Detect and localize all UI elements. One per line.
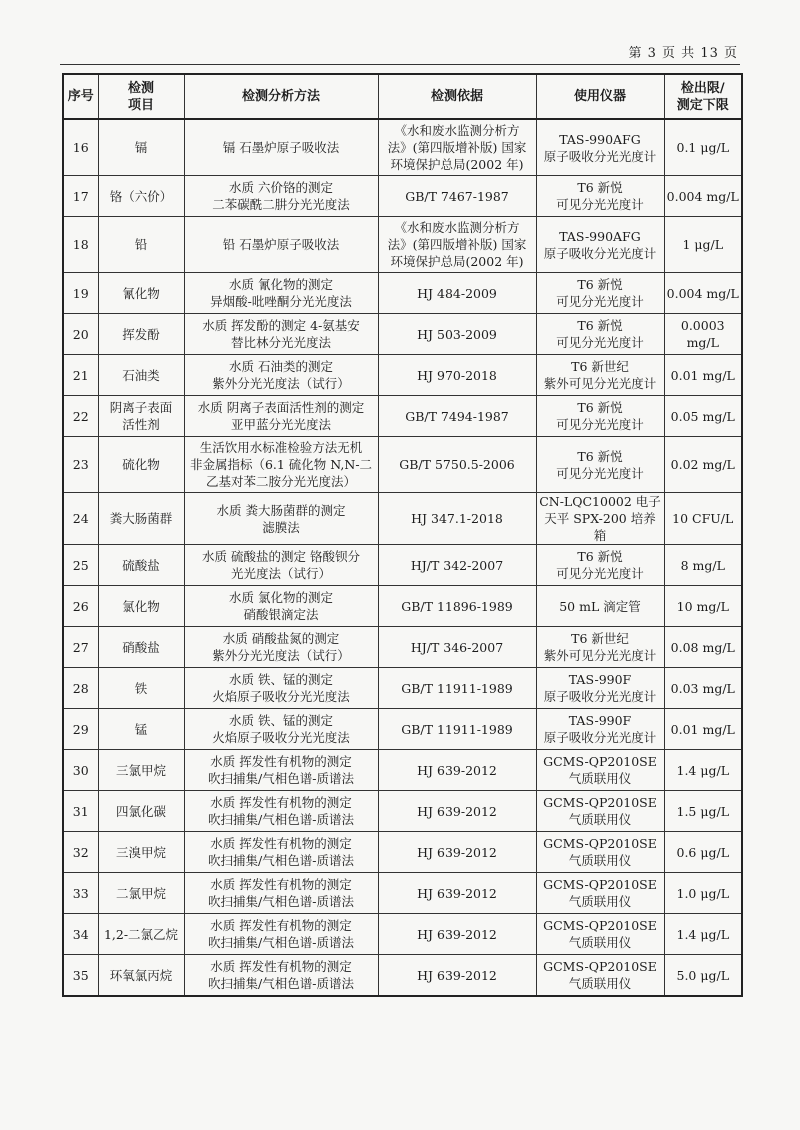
cell-instrument-line: TAS-990AFG — [559, 228, 641, 244]
column-header-instrument: 使用仪器 — [536, 74, 664, 119]
cell-basis-line: HJ 639-2012 — [417, 967, 497, 983]
cell-item — [98, 791, 184, 832]
cell-instrument-line: 50 mL 滴定管 — [559, 598, 641, 614]
cell-method-line: 水质 六价铬的测定 — [229, 180, 333, 195]
cell-instrument-line: 可见分光光度计 — [556, 335, 644, 350]
cell-method-line: 水质 铁、锰的测定 — [229, 672, 333, 687]
table-row — [63, 545, 742, 586]
cell-limit: 0.02 mg/L — [664, 437, 742, 493]
column-header-limit: 检出限/ 测定下限 — [664, 74, 742, 119]
cell-instrument-line: 气质联用仪 — [568, 894, 632, 909]
cell-item — [98, 873, 184, 914]
cell-number: 28 — [63, 668, 98, 709]
cell-item-line: 铁 — [134, 680, 148, 696]
cell-item-line: 三氯甲烷 — [115, 762, 166, 778]
cell-item-line: 锰 — [134, 721, 148, 737]
cell-method — [184, 437, 378, 493]
cell-limit: 1.4 μg/L — [664, 750, 742, 791]
cell-basis-line: 《水和废水监测分析方 — [394, 123, 520, 138]
cell-item-line: 挥发酚 — [122, 326, 160, 342]
cell-method — [184, 791, 378, 832]
cell-basis — [378, 914, 536, 955]
cell-method-line: 水质 挥发性有机物的测定 — [210, 795, 352, 810]
cell-basis — [378, 709, 536, 750]
cell-basis-line: HJ 970-2018 — [417, 367, 497, 383]
cell-instrument — [536, 832, 664, 873]
cell-method — [184, 545, 378, 586]
cell-number: 20 — [63, 314, 98, 355]
cell-method-line: 生活饮用水标准检验方法无机 — [199, 440, 363, 455]
detection-methods-table — [62, 73, 743, 997]
cell-instrument — [536, 355, 664, 396]
cell-basis — [378, 832, 536, 873]
cell-method-line: 光光度法（试行） — [230, 566, 331, 581]
cell-basis-line: HJ/T 342-2007 — [410, 557, 504, 573]
cell-instrument-line: T6 新悦 — [577, 180, 623, 195]
cell-basis-line: GB/T 11911-1989 — [401, 721, 513, 737]
cell-number: 17 — [63, 176, 98, 217]
cell-item — [98, 750, 184, 791]
cell-instrument-line: 原子吸收分光光度计 — [543, 730, 657, 745]
cell-limit: 0.08 mg/L — [664, 627, 742, 668]
cell-limit: 0.6 μg/L — [664, 832, 742, 873]
cell-method-line: 火焰原子吸收分光光度法 — [212, 689, 350, 704]
cell-method-line: 替比林分光光度法 — [230, 335, 331, 350]
cell-instrument-line: 可见分光光度计 — [556, 197, 644, 212]
cell-item-line: 硫化物 — [122, 457, 160, 472]
cell-instrument-line: 气质联用仪 — [568, 935, 632, 950]
cell-item — [98, 437, 184, 493]
table-row — [63, 314, 742, 355]
cell-item — [98, 119, 184, 176]
cell-number: 29 — [63, 709, 98, 750]
cell-method-line: 水质 氰化物的测定 — [229, 277, 333, 292]
cell-item-line: 阴离子表面 — [109, 400, 173, 415]
cell-basis-line: 《水和废水监测分析方 — [394, 220, 520, 235]
cell-method — [184, 355, 378, 396]
cell-method-line: 水质 挥发性有机物的测定 — [210, 918, 352, 933]
cell-item — [98, 709, 184, 750]
cell-item — [98, 273, 184, 314]
cell-item-line: 环氧氯丙烷 — [109, 967, 173, 983]
cell-item-line: 硝酸盐 — [122, 639, 160, 655]
column-header-no: 序号 — [63, 74, 98, 119]
cell-basis-line: GB/T 5750.5-2006 — [399, 457, 515, 472]
cell-limit: 0.004 mg/L — [664, 176, 742, 217]
cell-item-line: 铬（六价） — [109, 188, 173, 204]
cell-instrument — [536, 709, 664, 750]
cell-limit: 0.01 mg/L — [664, 709, 742, 750]
table-body — [63, 119, 742, 996]
cell-instrument — [536, 873, 664, 914]
cell-item-line: 三溴甲烷 — [115, 844, 166, 860]
cell-basis — [378, 791, 536, 832]
cell-instrument-line: GCMS-QP2010SE — [543, 754, 657, 769]
cell-number: 27 — [63, 627, 98, 668]
table-header-row — [63, 74, 742, 119]
cell-method — [184, 873, 378, 914]
cell-number: 32 — [63, 832, 98, 873]
cell-item-line: 氰化物 — [122, 285, 160, 301]
cell-instrument-line: 原子吸收分光光度计 — [543, 245, 657, 261]
cell-instrument-line: T6 新世纪 — [571, 631, 629, 646]
cell-limit: 1.4 μg/L — [664, 914, 742, 955]
cell-limit: 8 mg/L — [664, 545, 742, 586]
cell-basis-line: HJ 639-2012 — [417, 762, 497, 778]
cell-item — [98, 914, 184, 955]
cell-instrument-line: CN-LQC10002 电子 — [539, 494, 661, 509]
cell-method-line: 异烟酸-吡唑酮分光光度法 — [210, 294, 352, 309]
cell-basis-line: HJ 639-2012 — [417, 803, 497, 819]
cell-number: 16 — [63, 119, 98, 176]
table-row — [63, 873, 742, 914]
cell-method-line: 水质 氯化物的测定 — [229, 590, 333, 605]
cell-limit: 0.05 mg/L — [664, 396, 742, 437]
cell-instrument-line: GCMS-QP2010SE — [543, 918, 657, 933]
cell-method — [184, 217, 378, 273]
page-header — [60, 42, 740, 65]
cell-instrument — [536, 791, 664, 832]
cell-instrument-line: 原子吸收分光光度计 — [543, 148, 657, 164]
cell-instrument — [536, 176, 664, 217]
cell-item-line: 活性剂 — [122, 417, 160, 432]
cell-instrument-line: T6 新悦 — [577, 448, 623, 464]
cell-instrument-line: T6 新世纪 — [571, 359, 629, 374]
cell-method-line: 水质 石油类的测定 — [229, 359, 333, 374]
table-row — [63, 832, 742, 873]
cell-method-line: 水质 硫酸盐的测定 铬酸钡分 — [202, 549, 360, 564]
cell-basis-line: 环境保护总局(2002 年) — [390, 157, 524, 172]
cell-method-line: 硝酸银滴定法 — [243, 607, 319, 622]
cell-item-line: 1,2-二氯乙烷 — [103, 926, 179, 942]
cell-method — [184, 273, 378, 314]
table-row — [63, 791, 742, 832]
cell-instrument-line: 气质联用仪 — [568, 771, 632, 786]
cell-item-line: 粪大肠菌群 — [109, 511, 173, 526]
cell-method — [184, 176, 378, 217]
cell-item-line: 镉 — [134, 140, 148, 155]
cell-number: 34 — [63, 914, 98, 955]
cell-number: 23 — [63, 437, 98, 493]
cell-instrument-line: GCMS-QP2010SE — [543, 877, 657, 892]
cell-method — [184, 668, 378, 709]
cell-item-line: 氯化物 — [122, 598, 160, 614]
cell-instrument-line: 天平 SPX-200 培养箱 — [544, 511, 656, 543]
cell-instrument — [536, 217, 664, 273]
table-row — [63, 217, 742, 273]
cell-instrument — [536, 545, 664, 586]
table-row — [63, 955, 742, 997]
cell-method-line: 乙基对苯二胺分光光度法） — [205, 474, 356, 489]
cell-method-line: 吹扫捕集/气相色谱-质谱法 — [208, 894, 354, 909]
table-row — [63, 437, 742, 493]
cell-method-line: 吹扫捕集/气相色谱-质谱法 — [208, 771, 354, 786]
cell-method-line: 亚甲蓝分光光度法 — [230, 417, 331, 432]
cell-basis-line: 法》(第四版增补版) 国家 — [387, 140, 527, 155]
cell-basis — [378, 217, 536, 273]
cell-item — [98, 396, 184, 437]
cell-method — [184, 914, 378, 955]
cell-item — [98, 832, 184, 873]
cell-item — [98, 176, 184, 217]
cell-basis-line: GB/T 11911-1989 — [401, 680, 513, 696]
cell-basis — [378, 750, 536, 791]
cell-basis — [378, 176, 536, 217]
cell-basis — [378, 119, 536, 176]
cell-item — [98, 955, 184, 997]
cell-method-line: 吹扫捕集/气相色谱-质谱法 — [208, 976, 354, 991]
cell-instrument-line: 气质联用仪 — [568, 976, 632, 991]
cell-item — [98, 586, 184, 627]
table-row — [63, 493, 742, 545]
cell-basis — [378, 955, 536, 997]
cell-basis — [378, 627, 536, 668]
cell-limit: 0.0003 mg/L — [664, 314, 742, 355]
cell-method-line: 水质 阴离子表面活性剂的测定 — [197, 400, 365, 415]
cell-item-line: 四氯化碳 — [115, 803, 166, 819]
cell-method-line: 火焰原子吸收分光光度法 — [212, 730, 350, 745]
cell-method — [184, 955, 378, 997]
cell-item — [98, 355, 184, 396]
cell-basis-line: HJ 503-2009 — [417, 326, 497, 342]
cell-method — [184, 119, 378, 176]
cell-basis — [378, 396, 536, 437]
cell-method — [184, 314, 378, 355]
cell-instrument — [536, 586, 664, 627]
cell-method-line: 吹扫捕集/气相色谱-质谱法 — [208, 853, 354, 868]
cell-method-line: 水质 挥发性有机物的测定 — [210, 754, 352, 769]
cell-method — [184, 750, 378, 791]
cell-basis — [378, 314, 536, 355]
cell-instrument — [536, 750, 664, 791]
table-row — [63, 668, 742, 709]
cell-item-line: 石油类 — [122, 367, 160, 383]
cell-limit: 10 mg/L — [664, 586, 742, 627]
table-row — [63, 119, 742, 176]
cell-instrument-line: GCMS-QP2010SE — [543, 836, 657, 851]
table-row — [63, 176, 742, 217]
table-row — [63, 627, 742, 668]
cell-method-line: 紫外分光光度法（试行） — [212, 376, 350, 391]
page-number: 第 3 页 共 13 页 — [628, 46, 738, 61]
cell-limit: 1.5 μg/L — [664, 791, 742, 832]
cell-basis — [378, 437, 536, 493]
cell-basis-line: HJ 639-2012 — [417, 844, 497, 860]
cell-number: 22 — [63, 396, 98, 437]
cell-instrument — [536, 668, 664, 709]
cell-item — [98, 668, 184, 709]
cell-method-line: 水质 硝酸盐氮的测定 — [222, 631, 340, 646]
cell-basis-line: HJ 639-2012 — [417, 885, 497, 901]
column-header-method: 检测分析方法 — [184, 74, 378, 119]
cell-limit: 0.03 mg/L — [664, 668, 742, 709]
cell-instrument-line: 可见分光光度计 — [556, 465, 644, 481]
cell-number: 25 — [63, 545, 98, 586]
cell-instrument — [536, 493, 664, 545]
cell-method-line: 水质 挥发性有机物的测定 — [210, 959, 352, 974]
cell-item-line: 二氯甲烷 — [115, 885, 166, 901]
table-row — [63, 914, 742, 955]
cell-number: 18 — [63, 217, 98, 273]
table-row — [63, 586, 742, 627]
cell-instrument-line: T6 新悦 — [577, 549, 623, 564]
cell-basis-line: HJ 484-2009 — [417, 285, 497, 301]
cell-basis-line: GB/T 7494-1987 — [405, 408, 509, 424]
cell-basis — [378, 355, 536, 396]
cell-item — [98, 493, 184, 545]
cell-instrument — [536, 914, 664, 955]
cell-method-line: 紫外分光光度法（试行） — [212, 648, 350, 663]
cell-method-line: 二苯碳酰二肼分光光度法 — [212, 197, 350, 212]
cell-instrument-line: T6 新悦 — [577, 400, 623, 415]
cell-limit: 0.01 mg/L — [664, 355, 742, 396]
cell-number: 33 — [63, 873, 98, 914]
cell-method-line: 吹扫捕集/气相色谱-质谱法 — [208, 935, 354, 950]
column-header-item: 检测 项目 — [98, 74, 184, 119]
cell-instrument — [536, 273, 664, 314]
table-row — [63, 750, 742, 791]
cell-number: 26 — [63, 586, 98, 627]
cell-method-line: 水质 挥发性有机物的测定 — [210, 877, 352, 892]
cell-instrument-line: 紫外可见分光光度计 — [543, 376, 657, 391]
cell-instrument-line: 气质联用仪 — [568, 812, 632, 827]
cell-instrument-line: TAS-990F — [568, 713, 632, 728]
cell-method — [184, 627, 378, 668]
cell-basis-line: HJ/T 346-2007 — [410, 639, 504, 655]
cell-instrument-line: GCMS-QP2010SE — [543, 795, 657, 810]
cell-item — [98, 545, 184, 586]
cell-instrument-line: GCMS-QP2010SE — [543, 959, 657, 974]
cell-basis — [378, 873, 536, 914]
cell-instrument — [536, 955, 664, 997]
cell-item — [98, 314, 184, 355]
cell-method-line: 吹扫捕集/气相色谱-质谱法 — [208, 812, 354, 827]
cell-limit: 1.0 μg/L — [664, 873, 742, 914]
cell-number: 35 — [63, 955, 98, 997]
cell-method-line: 水质 挥发酚的测定 4-氨基安 — [202, 318, 360, 333]
cell-method-line: 水质 铁、锰的测定 — [229, 713, 333, 728]
cell-instrument-line: TAS-990F — [568, 672, 632, 687]
cell-item-line: 铅 — [134, 237, 148, 252]
cell-limit: 1 μg/L — [664, 217, 742, 273]
cell-basis — [378, 273, 536, 314]
cell-instrument-line: 气质联用仪 — [568, 853, 632, 868]
cell-basis-line: GB/T 7467-1987 — [405, 188, 509, 204]
cell-method — [184, 396, 378, 437]
cell-item-line: 硫酸盐 — [122, 557, 160, 573]
cell-basis — [378, 586, 536, 627]
cell-item — [98, 217, 184, 273]
cell-method-line: 水质 挥发性有机物的测定 — [210, 836, 352, 851]
cell-instrument-line: TAS-990AFG — [559, 131, 641, 147]
cell-basis — [378, 668, 536, 709]
cell-method-line: 水质 粪大肠菌群的测定 — [216, 502, 346, 518]
cell-limit: 10 CFU/L — [664, 493, 742, 545]
cell-instrument — [536, 396, 664, 437]
cell-basis-line: GB/T 11896-1989 — [401, 598, 513, 614]
column-header-basis: 检测依据 — [378, 74, 536, 119]
cell-limit: 0.004 mg/L — [664, 273, 742, 314]
cell-limit: 5.0 μg/L — [664, 955, 742, 997]
cell-number: 21 — [63, 355, 98, 396]
cell-limit: 0.1 μg/L — [664, 119, 742, 176]
cell-basis — [378, 545, 536, 586]
table-row — [63, 355, 742, 396]
cell-number: 31 — [63, 791, 98, 832]
cell-method-line: 滤膜法 — [262, 519, 300, 535]
cell-item — [98, 627, 184, 668]
cell-method — [184, 586, 378, 627]
cell-instrument-line: 可见分光光度计 — [556, 417, 644, 432]
cell-basis-line: 法》(第四版增补版) 国家 — [387, 237, 527, 252]
cell-method — [184, 832, 378, 873]
cell-basis-line: HJ 347.1-2018 — [411, 511, 503, 526]
cell-instrument-line: 原子吸收分光光度计 — [543, 689, 657, 704]
cell-method-line: 镉 石墨炉原子吸收法 — [222, 140, 340, 155]
cell-instrument-line: 可见分光光度计 — [556, 566, 644, 581]
cell-instrument — [536, 627, 664, 668]
cell-method — [184, 493, 378, 545]
cell-instrument — [536, 314, 664, 355]
cell-instrument — [536, 437, 664, 493]
cell-instrument — [536, 119, 664, 176]
table-row — [63, 273, 742, 314]
cell-method — [184, 709, 378, 750]
detection-methods-table-wrapper — [62, 73, 741, 997]
cell-basis — [378, 493, 536, 545]
cell-basis-line: 环境保护总局(2002 年) — [390, 254, 524, 269]
cell-instrument-line: 可见分光光度计 — [556, 294, 644, 309]
cell-instrument-line: T6 新悦 — [577, 277, 623, 292]
table-row — [63, 396, 742, 437]
table-row — [63, 709, 742, 750]
cell-method-line: 铅 石墨炉原子吸收法 — [222, 237, 340, 252]
cell-number: 19 — [63, 273, 98, 314]
cell-number: 24 — [63, 493, 98, 545]
cell-basis-line: HJ 639-2012 — [417, 926, 497, 942]
cell-number: 30 — [63, 750, 98, 791]
cell-instrument-line: T6 新悦 — [577, 318, 623, 333]
cell-method-line: 非金属指标（6.1 硫化物 N,N-二 — [189, 457, 373, 472]
cell-instrument-line: 紫外可见分光光度计 — [543, 648, 657, 663]
